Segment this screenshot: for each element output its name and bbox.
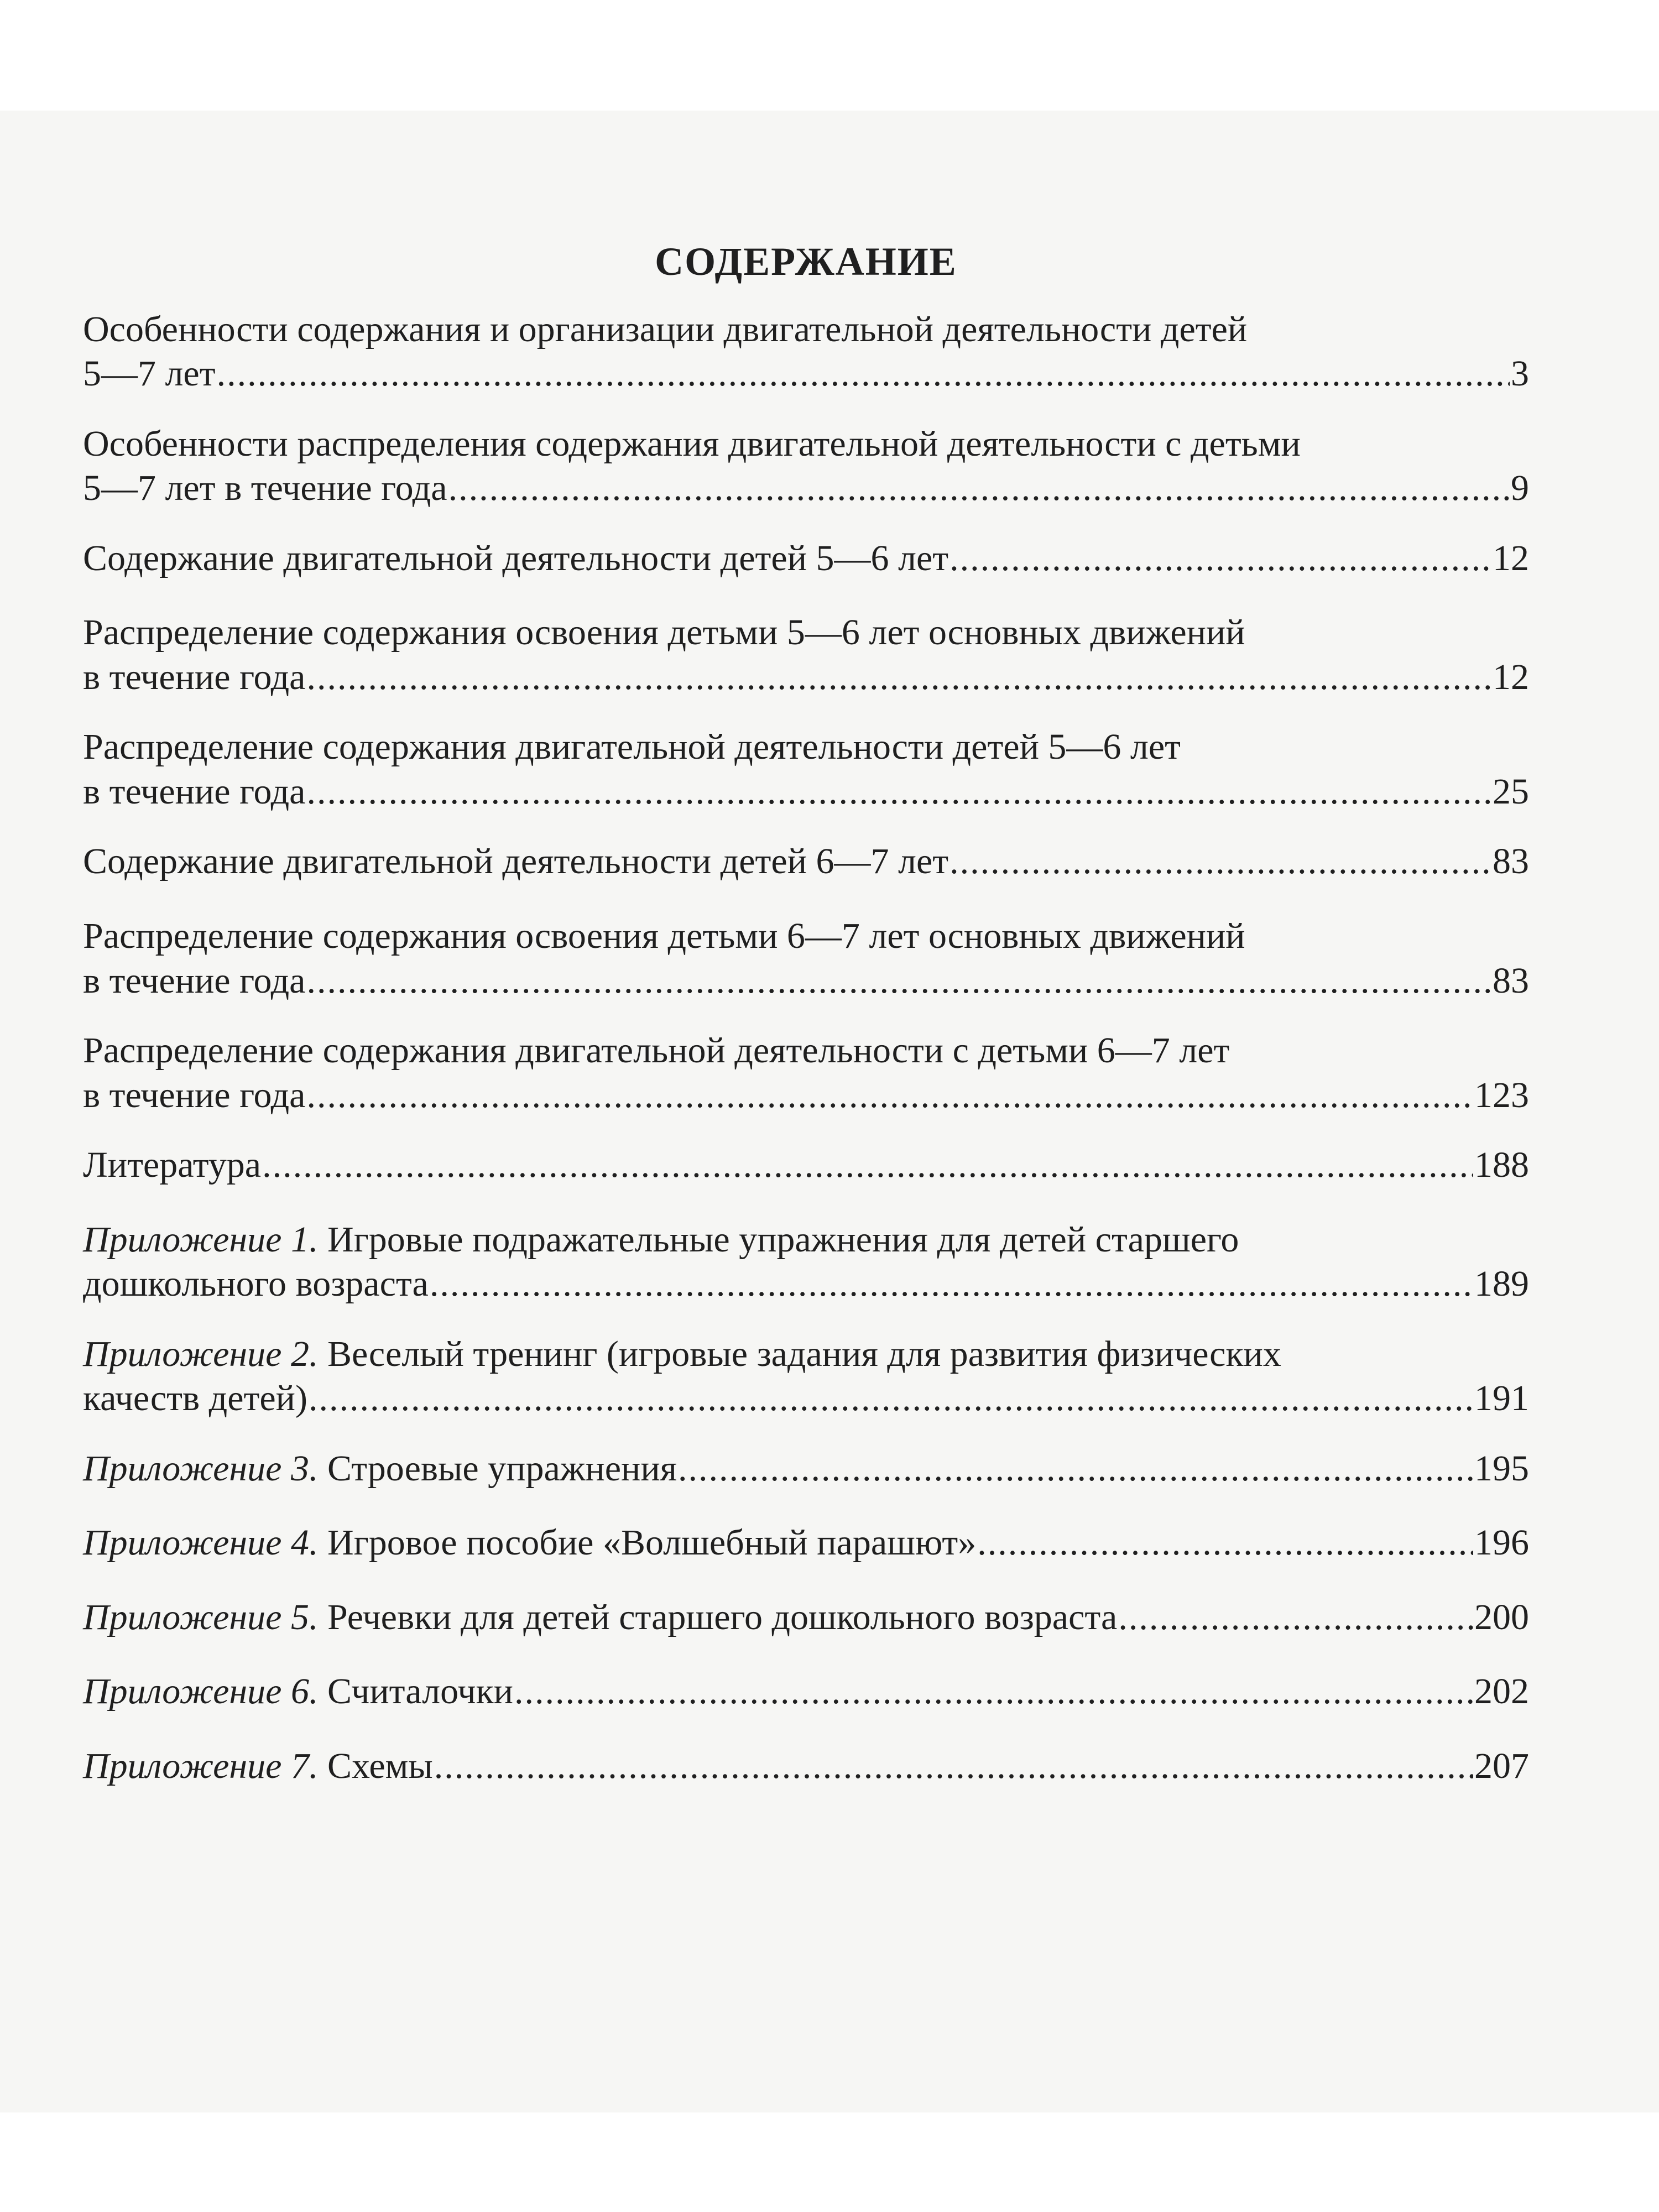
toc-entry (83, 1670, 1529, 1714)
toc-entry-text-line1: Игровые подражательные упражнения для детей старшего (318, 1219, 1239, 1260)
toc-entry (83, 1744, 1529, 1789)
dot-leader (448, 466, 1510, 511)
appendix-label: Приложение 1. (83, 1219, 319, 1260)
toc-entry (83, 1521, 1529, 1566)
dot-leader (1118, 1595, 1473, 1640)
page-number: 202 (1474, 1671, 1529, 1712)
dot-leader (306, 655, 1491, 700)
toc-entry-text: в течение года (83, 656, 306, 697)
dot-leader (514, 1670, 1473, 1714)
appendix-label: Приложение 6. (83, 1671, 319, 1712)
toc-entry (83, 839, 1529, 884)
toc-entry-text: 5—7 лет в течение года (83, 468, 447, 509)
appendix-label: Приложение 2. (83, 1333, 319, 1374)
toc-entry-text: Содержание двигательной деятельности детей 6—7 лет (83, 841, 949, 882)
page-number: 195 (1474, 1448, 1529, 1489)
toc-entry-text-line1: Распределение содержания двигательной деятельности с детьми 6—7 лет (83, 1030, 1230, 1071)
dot-leader (306, 959, 1491, 1004)
appendix-label: Приложение 4. (83, 1522, 319, 1563)
page-number: 9 (1511, 468, 1529, 509)
toc-entry (83, 1218, 1529, 1307)
dot-leader (950, 839, 1491, 884)
toc-entry-text-line1: Распределение содержания двигательной деятельности детей 5—6 лет (83, 727, 1181, 768)
toc-entry (83, 1447, 1529, 1491)
table-of-contents (83, 238, 1529, 1818)
toc-entry-text: дошкольного возраста (83, 1264, 429, 1305)
page-title: СОДЕРЖАНИЕ (655, 239, 957, 284)
toc-entry-text: Строевые упражнения (318, 1448, 677, 1489)
page-number: 189 (1474, 1264, 1529, 1305)
page-number: 25 (1493, 771, 1529, 812)
dot-leader (306, 770, 1491, 815)
toc-entry-text-line1: Веселый тренинг (игровые задания для развития физических (318, 1333, 1281, 1374)
toc-entry-text: качеств детей) (83, 1378, 307, 1419)
toc-entry (83, 725, 1529, 814)
toc-entry (83, 1029, 1529, 1118)
toc-entry (83, 536, 1529, 581)
toc-entry-text: Игровое пособие «Волшебный парашют» (318, 1522, 977, 1563)
toc-entry-text: в течение года (83, 1074, 306, 1115)
toc-entry-text-line1: Особенности распределения содержания двигательной деятельности с детьми (83, 423, 1301, 464)
page-number: 12 (1493, 538, 1529, 578)
toc-entry (83, 914, 1529, 1003)
toc-entry-text-line1: Распределение содержания освоения детьми 6—7 лет основных движений (83, 915, 1245, 956)
dot-leader (309, 1376, 1473, 1421)
toc-entry (83, 422, 1529, 511)
toc-entry-text: Схемы (318, 1745, 433, 1786)
toc-entry (83, 611, 1529, 700)
page-number: 207 (1474, 1745, 1529, 1786)
toc-entry-text-line1: Особенности содержания и организации двигательной деятельности детей (83, 309, 1248, 349)
dot-leader (977, 1521, 1473, 1566)
page-number: 12 (1493, 656, 1529, 697)
toc-entry-text: в течение года (83, 960, 306, 1001)
toc-entry (83, 307, 1529, 397)
page-number: 188 (1474, 1145, 1529, 1186)
toc-entry-text: в течение года (83, 771, 306, 812)
toc-entry (83, 1595, 1529, 1640)
toc-entry-text: Считалочки (318, 1671, 513, 1712)
page-number: 191 (1474, 1378, 1529, 1419)
toc-entry (83, 1332, 1529, 1421)
dot-leader (434, 1744, 1473, 1789)
dot-leader (217, 352, 1510, 397)
page-number: 83 (1493, 960, 1529, 1001)
dot-leader (262, 1143, 1473, 1188)
page-number: 123 (1474, 1074, 1529, 1115)
appendix-label: Приложение 5. (83, 1597, 319, 1637)
dot-leader (678, 1447, 1473, 1491)
dot-leader (306, 1073, 1473, 1118)
appendix-label: Приложение 7. (83, 1745, 319, 1786)
page-number: 3 (1511, 353, 1529, 394)
toc-entry-text: Речевки для детей старшего дошкольного возраста (318, 1597, 1118, 1637)
page-number: 196 (1474, 1522, 1529, 1563)
page-number: 200 (1474, 1597, 1529, 1637)
toc-entry (83, 1143, 1529, 1188)
appendix-label: Приложение 3. (83, 1448, 319, 1489)
page-number: 83 (1493, 841, 1529, 882)
dot-leader (950, 536, 1491, 581)
toc-entry-text: Литература (83, 1145, 262, 1186)
toc-entry-text: Содержание двигательной деятельности детей 5—6 лет (83, 538, 949, 578)
dot-leader (430, 1262, 1473, 1307)
toc-entry-text-line1: Распределение содержания освоения детьми 5—6 лет основных движений (83, 612, 1245, 653)
scanned-page (0, 111, 1659, 2112)
toc-entry-text: 5—7 лет (83, 353, 216, 394)
